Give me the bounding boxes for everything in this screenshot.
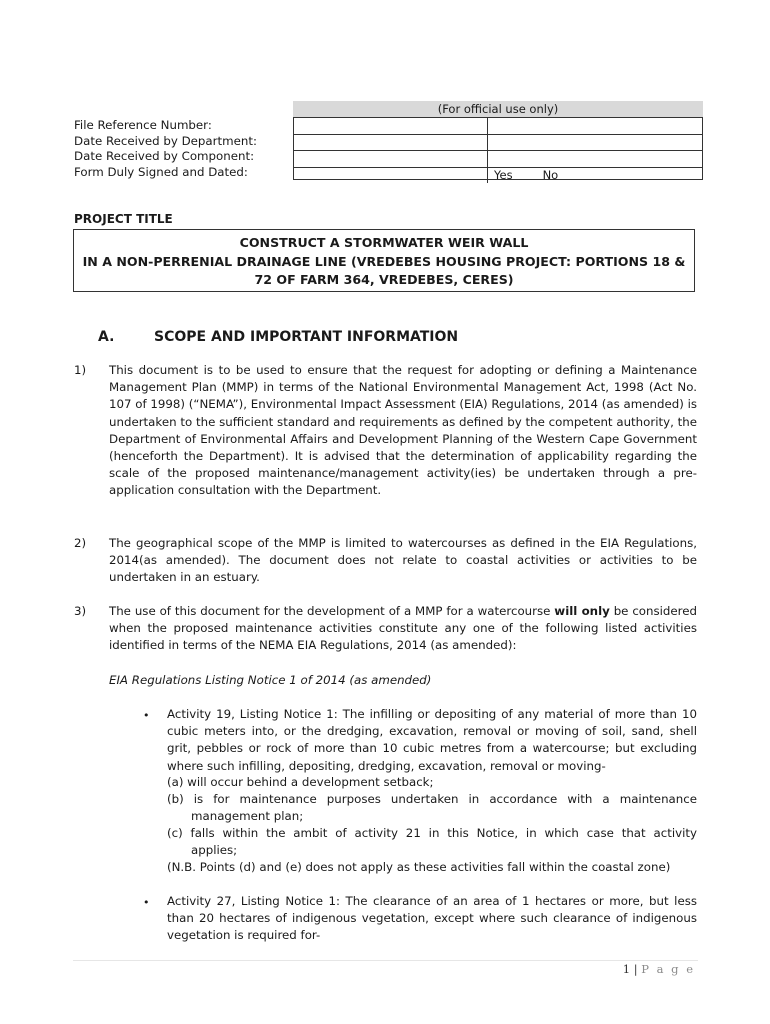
official-labels <box>74 118 289 180</box>
project-title-box <box>73 229 695 292</box>
activity-19-sub-c-cont: applies; <box>191 843 238 857</box>
project-title-label: PROJECT TITLE <box>74 212 173 226</box>
paragraph-3-text-end: be considered when the proposed maintenance activities constitute any one of the following listed activities identified in terms of the NEMA EIA Regulations, 2014 (as amended): <box>109 604 698 653</box>
official-cell[interactable] <box>294 135 488 151</box>
activity-19-sub-b: (b) is for maintenance purposes undertaken in accordance with a maintenance <box>167 792 697 806</box>
activity-19-sub-a: (a) will occur behind a development setback; <box>167 775 434 789</box>
paragraph-number: 3) <box>74 604 87 618</box>
yes-label: Yes <box>494 167 513 182</box>
official-cell[interactable] <box>294 168 488 184</box>
page-separator: | <box>633 962 638 976</box>
activity-19-text: Activity 19, Listing Notice 1: The infilling or depositing of any material of more than 10 cubic meters into, or the dredging, excavation, removal or moving of soil, sand, shell grit, pebbles or rock of more than 10 cubic metres from a watercourse; but excluding where such infilling, depositing, dredging, excavation, removal or moving- <box>167 707 697 773</box>
official-use-header: (For official use only) <box>293 101 703 117</box>
page-word: P a g e <box>641 962 695 976</box>
no-label: No <box>542 167 559 182</box>
official-cell[interactable] <box>294 118 488 134</box>
page-number <box>560 962 695 976</box>
official-row-date-dept <box>294 135 702 152</box>
paragraph-number: 2) <box>74 536 87 550</box>
paragraph-1: This document is to be used to ensure that the request for adopting or defining a Maintenance Management Plan (MMP) in terms of the National Environmental Management Act, 1998 (Act No. 107 of 1998) (“NEMA”), Environmental Impact Assessment (EIA) Regulations, 2014 (as amended) is undertaken to the sufficient standard and requirements as defined by the competent authority, the Department of Environmental Affairs and Development Planning of the Western Cape Government (henceforth the Department). It is advised that the determination of applicability regarding the scale of the proposed maintenance/management activity(ies) be undertaken through a pre-application consultation with the Department. <box>109 363 697 498</box>
activity-19-note: (N.B. Points (d) and (e) does not apply as these activities fall within the coastal zone) <box>167 860 671 874</box>
paragraph-number: 1) <box>74 363 87 377</box>
form-signed-label: Form Duly Signed and Dated: <box>74 164 248 179</box>
footer-divider <box>73 960 698 961</box>
project-title-line1: CONSTRUCT A STORMWATER WEIR WALL <box>239 235 529 250</box>
official-row-file-ref <box>294 118 702 135</box>
section-letter: A. <box>98 329 115 345</box>
section-heading <box>98 329 459 345</box>
official-row-signed <box>294 168 702 184</box>
project-title-line2: IN A NON-PERRENIAL DRAINAGE LINE (VREDEBES HOUSING PROJECT: PORTIONS 18 & 72 OF FARM 364, VREDEBES, CERES) <box>82 253 686 287</box>
bullet-icon: • <box>143 709 150 722</box>
paragraph-3 <box>109 603 697 655</box>
activity-19-sub-c: (c) falls within the ambit of activity 21 in this Notice, in which case that activity <box>167 826 697 840</box>
paragraph-3-emphasis: will only <box>554 604 610 618</box>
official-cell[interactable] <box>488 118 702 134</box>
date-received-dept-label: Date Received by Department: <box>74 133 257 148</box>
activity-27-text: Activity 27, Listing Notice 1: The clearance of an area of 1 hectares or more, but less than 20 hectares of indigenous vegetation, except where such clearance of indigenous vegetation is required for- <box>167 894 697 943</box>
paragraph-3-text: The use of this document for the development of a MMP for a watercourse <box>109 604 555 618</box>
bullet-icon: • <box>143 896 150 909</box>
paragraph-2: The geographical scope of the MMP is limited to watercourses as defined in the EIA Regulations, 2014(as amended). The document does not relate to coastal activities or activities to be undertaken in an estuary. <box>109 536 697 585</box>
official-cell[interactable] <box>488 135 702 151</box>
section-title: SCOPE AND IMPORTANT INFORMATION <box>154 329 459 345</box>
official-cell[interactable] <box>294 151 488 167</box>
official-cell[interactable] <box>488 151 702 167</box>
file-reference-label: File Reference Number: <box>74 118 212 132</box>
page-number-value: 1 <box>622 962 631 976</box>
notice-heading: EIA Regulations Listing Notice 1 of 2014 (as amended) <box>109 673 432 687</box>
official-yes-no-cell[interactable] <box>488 168 702 184</box>
date-received-component-label: Date Received by Component: <box>74 149 255 164</box>
activity-19-sub-b-cont: management plan; <box>191 809 304 823</box>
official-use-table <box>293 117 703 180</box>
official-row-date-comp <box>294 151 702 168</box>
